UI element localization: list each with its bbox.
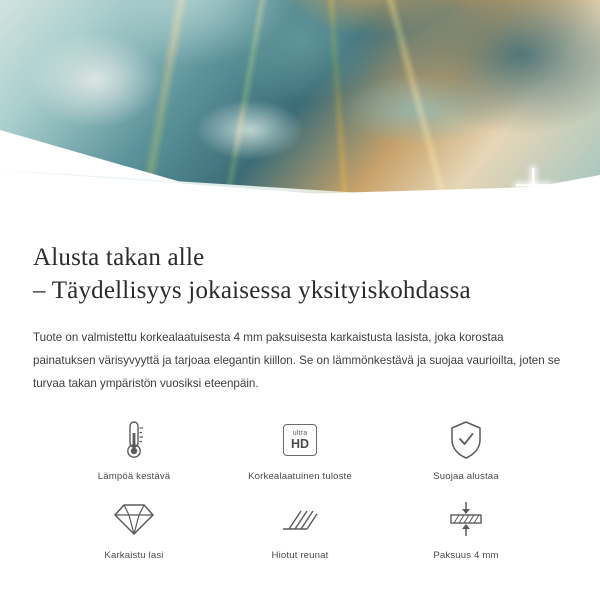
diamond-icon [113,496,155,542]
thickness-arrows-icon [445,496,487,542]
feature-item-tempered-glass [51,496,217,561]
feature-item-surface-protection [383,417,549,482]
hero-product-image [0,0,600,225]
feature-label: Korkealaatuinen tuloste [248,471,352,483]
feature-label: Hiotut reunat [271,550,329,562]
feature-label: Karkaistu lasi [104,550,164,562]
feature-label: Paksuus 4 mm [433,550,499,562]
feature-grid [33,417,567,561]
feature-label: Lämpöä kestävä [97,471,171,483]
feature-item-print-quality [217,417,383,482]
page-title [33,241,567,308]
feature-item-thickness [383,496,549,561]
headline-line-1: Alusta takan alle [33,244,205,271]
headline-line-2: – Täydellisyys jokaisessa yksityiskohdassa [33,277,471,305]
description-paragraph: Tuote on valmistettu korkealaatuisesta 4 mm paksuisesta karkaistusta lasista, joka korostaa painatuksen värisyvyyttä ja tarjoaa elegantin kiillon. Se on lämmönkestävä ja suojaa vaurioilta, joten se turvaa takan ympäristön vuosiksi eteenpäin. [33,330,561,390]
content-area [0,241,600,561]
feature-item-heat-resistant [51,417,217,482]
feature-item-polished-edges [217,496,383,561]
polished-edges-icon [280,496,320,542]
badge-bottom-text: HD [290,436,310,451]
badge-top-text: ultra [292,429,308,437]
feature-label: Suojaa alustaa [433,471,499,483]
thermometer-icon [119,417,149,463]
ultra-hd-badge-icon [283,417,317,463]
shield-check-icon [447,417,485,463]
